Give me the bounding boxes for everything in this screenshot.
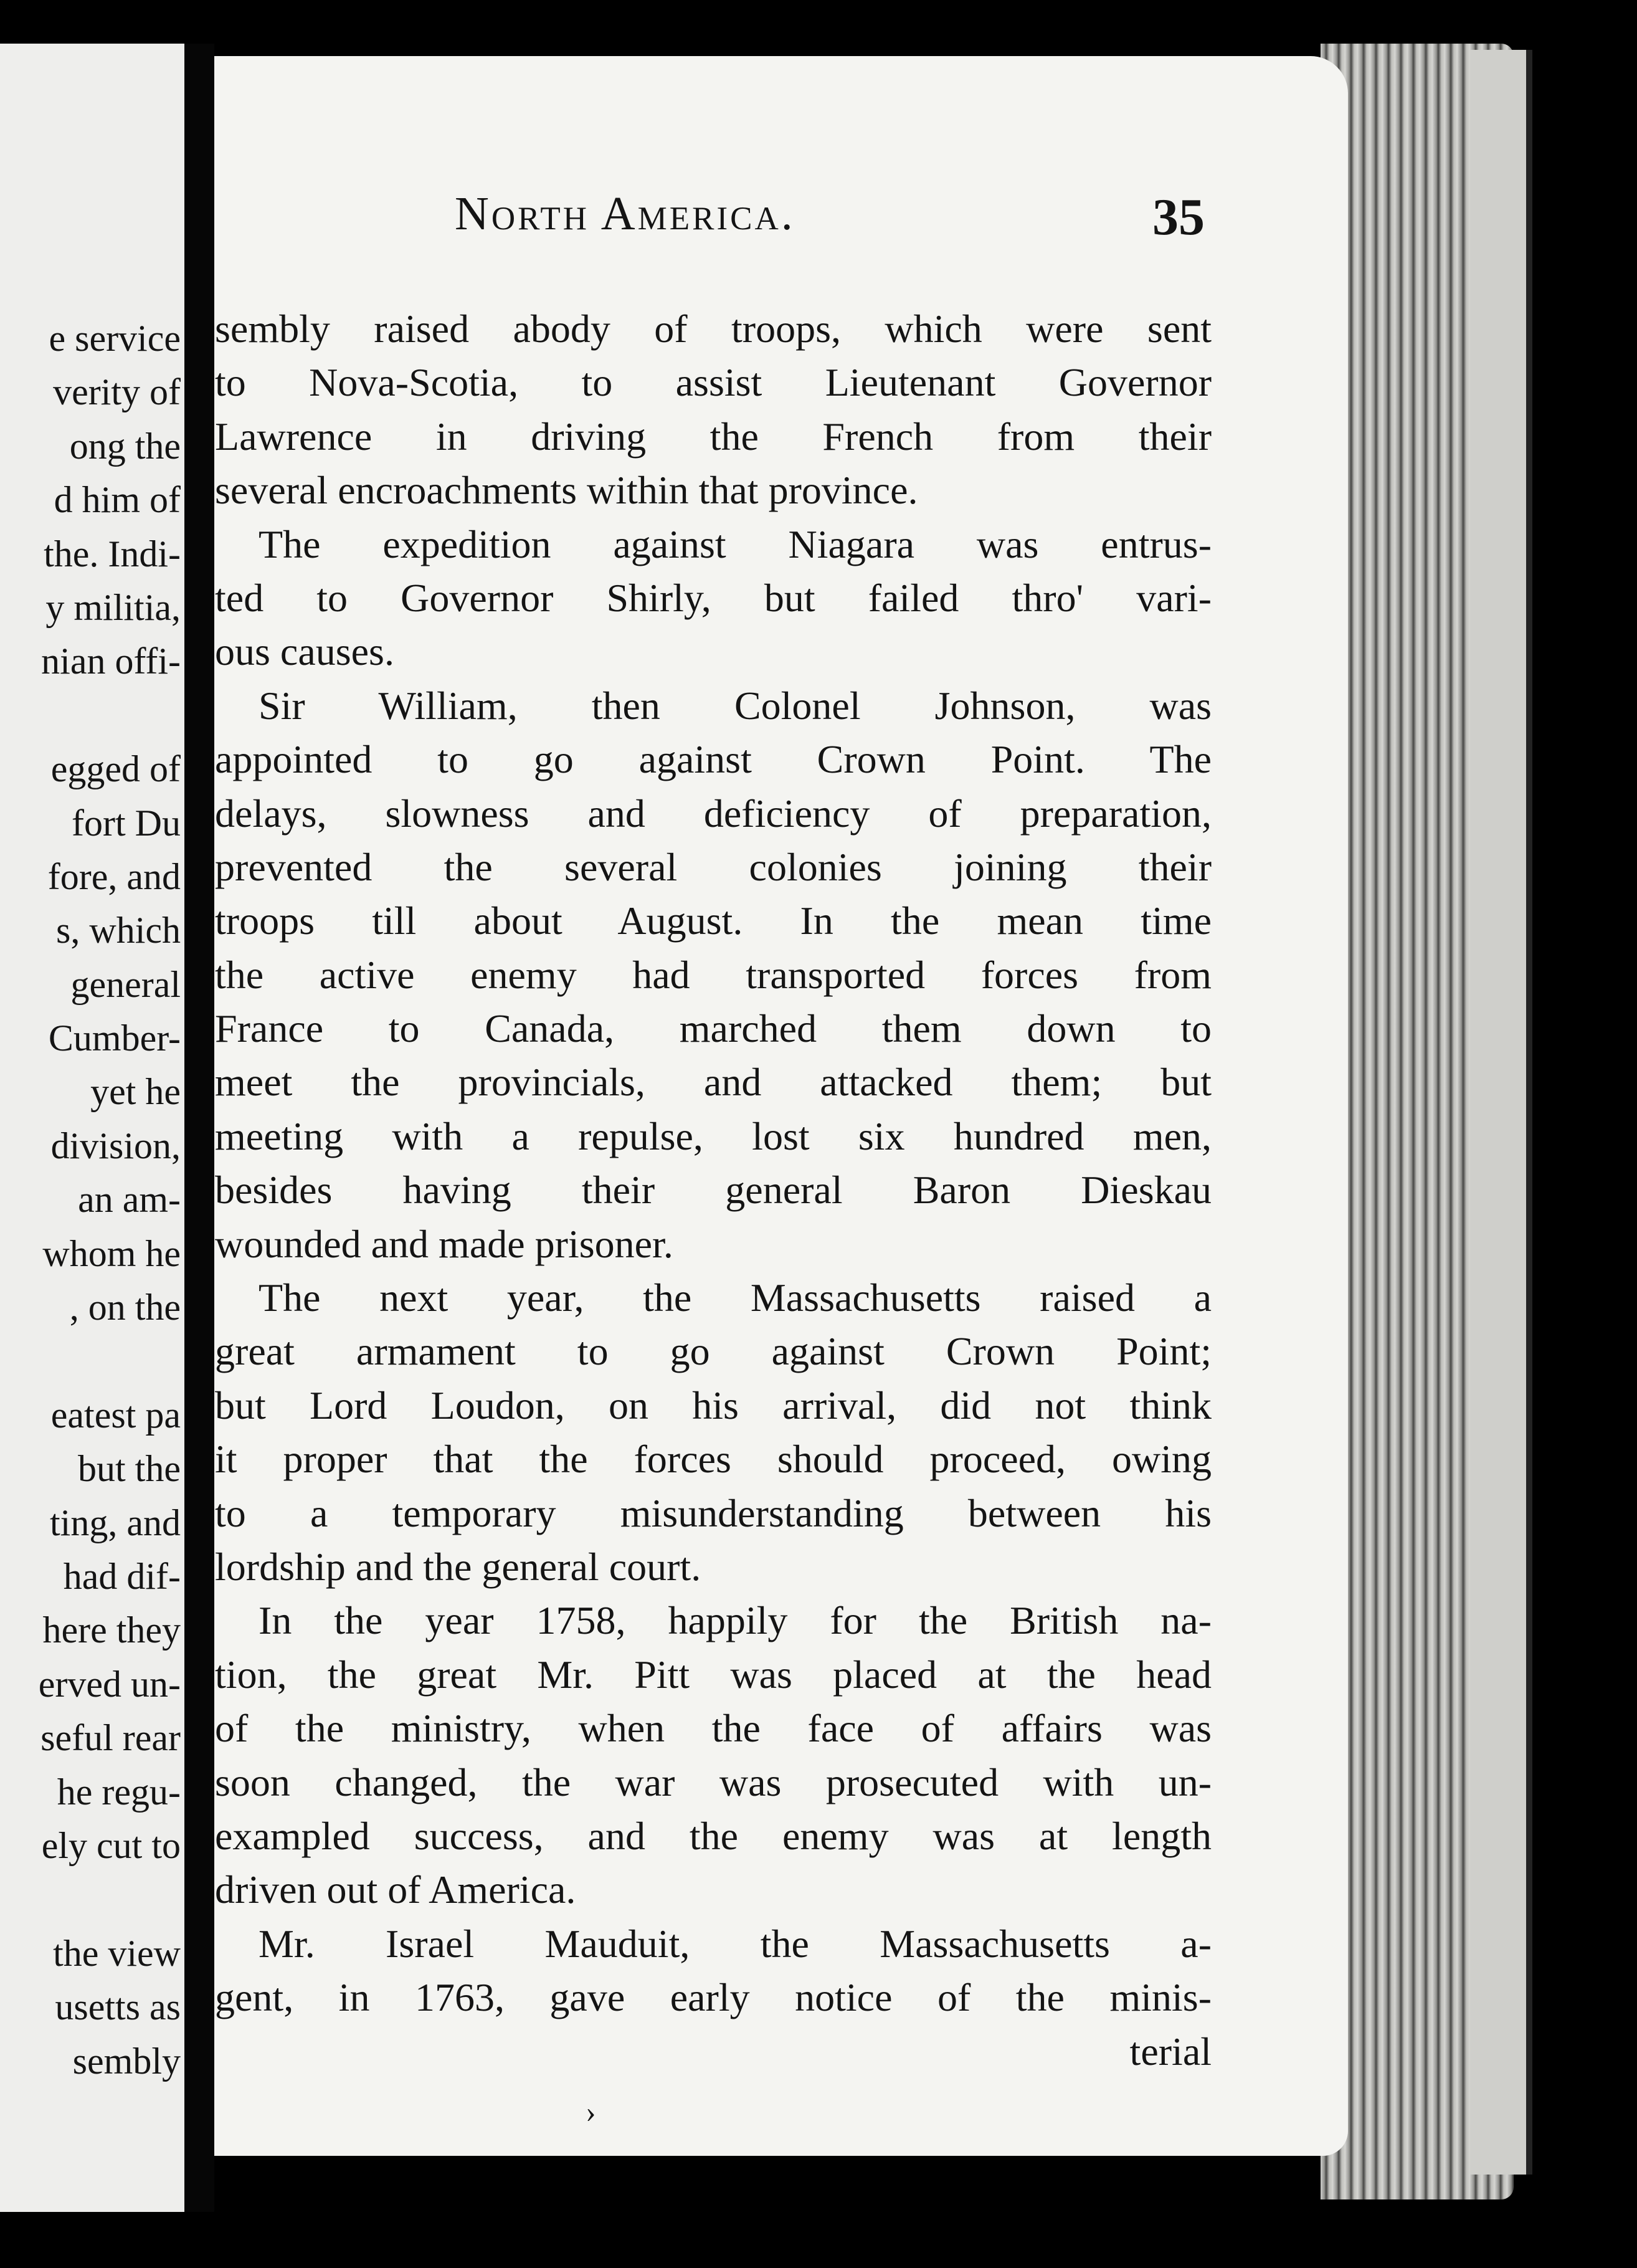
left-page-line: general bbox=[70, 963, 181, 1005]
text-line: the active enemy had transported forces from bbox=[215, 952, 1212, 997]
left-page-line: ong the bbox=[69, 425, 181, 467]
left-page-line: fort Du bbox=[72, 802, 181, 844]
text-line: The next year, the Massachusetts raised a bbox=[259, 1275, 1212, 1320]
text-line: several encroachments within that province. bbox=[215, 468, 918, 513]
text-line: terial bbox=[1129, 2029, 1212, 2074]
body-text bbox=[215, 302, 1212, 2079]
left-page-line: erved un- bbox=[38, 1663, 181, 1705]
footer-mark: › bbox=[586, 2094, 596, 2129]
left-page-line: but the bbox=[78, 1448, 181, 1490]
text-line: The expedition against Niagara was entrus- bbox=[259, 522, 1212, 566]
left-page-line: sembly bbox=[72, 2040, 181, 2082]
left-page-line: ting, and bbox=[50, 1502, 181, 1543]
left-page-line: nian offi- bbox=[41, 641, 181, 682]
text-line: ted to Governor Shirly, but failed thro' vari- bbox=[215, 575, 1212, 620]
left-page-line: division, bbox=[50, 1125, 181, 1166]
text-line: of the ministry, when the face of affairs was bbox=[215, 1706, 1212, 1751]
left-page-line bbox=[0, 1334, 187, 1388]
left-page-line bbox=[0, 688, 187, 742]
text-line: wounded and made prisoner. bbox=[215, 1221, 673, 1266]
running-title: North America. bbox=[455, 188, 795, 240]
left-page-line: s, which bbox=[56, 910, 181, 951]
left-page-line: yet he bbox=[90, 1071, 181, 1113]
text-line: to Nova-Scotia, to assist Lieutenant Governor bbox=[215, 360, 1212, 405]
left-page-line: verity of bbox=[53, 371, 181, 413]
text-line: Sir William, then Colonel Johnson, was bbox=[259, 683, 1212, 728]
text-line: to a temporary misunderstanding between his bbox=[215, 1490, 1212, 1535]
text-line: exampled success, and the enemy was at length bbox=[215, 1813, 1212, 1858]
text-line: Mr. Israel Mauduit, the Massachusetts a- bbox=[259, 1921, 1212, 1966]
text-line: it proper that the forces should proceed, owing bbox=[215, 1437, 1212, 1482]
left-page-line: an am- bbox=[78, 1179, 181, 1221]
left-page-line: here they bbox=[42, 1609, 181, 1651]
left-page-line: whom he bbox=[42, 1232, 181, 1274]
text-line: besides having their general Baron Dieskau bbox=[215, 1168, 1212, 1213]
text-line: Lawrence in driving the French from their bbox=[215, 414, 1212, 459]
left-page-line: y militia, bbox=[45, 586, 181, 628]
text-line: France to Canada, marched them down to bbox=[215, 1006, 1212, 1051]
text-line: lordship and the general court. bbox=[215, 1544, 701, 1589]
left-page-line: egged of bbox=[50, 748, 181, 790]
text-line: great armament to go against Crown Point; bbox=[215, 1329, 1212, 1374]
left-page bbox=[0, 44, 187, 2212]
left-page-line: e service bbox=[49, 318, 181, 359]
text-line: appointed to go against Crown Point. The bbox=[215, 737, 1212, 782]
left-page-line: he regu- bbox=[57, 1771, 181, 1813]
page-number: 35 bbox=[1152, 188, 1205, 246]
text-line: troops till about August. In the mean time bbox=[215, 898, 1212, 943]
left-page-text bbox=[0, 312, 187, 2088]
text-line: prevented the several colonies joining their bbox=[215, 844, 1212, 889]
left-page-line: the view bbox=[53, 1932, 181, 1974]
left-page-line: ely cut to bbox=[41, 1824, 181, 1866]
left-page-line: , on the bbox=[69, 1287, 181, 1328]
left-page-line: Cumber- bbox=[48, 1017, 181, 1059]
text-line: but Lord Loudon, on his arrival, did not think bbox=[215, 1383, 1212, 1427]
text-line: ous causes. bbox=[215, 629, 394, 674]
left-page-line: fore, and bbox=[47, 855, 181, 897]
text-line: gent, in 1763, gave early notice of the minis- bbox=[215, 1975, 1212, 2020]
left-page-line: eatest pa bbox=[50, 1394, 181, 1436]
text-line: In the year 1758, happily for the British na- bbox=[259, 1598, 1212, 1643]
text-line: tion, the great Mr. Pitt was placed at the head bbox=[215, 1652, 1212, 1697]
text-line: soon changed, the war was prosecuted with un- bbox=[215, 1760, 1212, 1804]
left-page-line: the. Indi- bbox=[44, 533, 181, 574]
text-line: meet the provincials, and attacked them; but bbox=[215, 1060, 1212, 1105]
left-page-line: usetts as bbox=[55, 1986, 181, 2028]
left-page-line: d him of bbox=[54, 479, 181, 521]
gutter-shadow bbox=[184, 44, 214, 2212]
left-page-line bbox=[0, 1872, 187, 1926]
text-line: delays, slowness and deficiency of preparation, bbox=[215, 791, 1212, 836]
left-page-line: seful rear bbox=[40, 1717, 181, 1759]
text-line: sembly raised abody of troops, which were sent bbox=[215, 307, 1212, 351]
book-cover-edge bbox=[1470, 50, 1532, 2175]
text-line: meeting with a repulse, lost six hundred men, bbox=[215, 1113, 1212, 1158]
text-line: driven out of America. bbox=[215, 1867, 576, 1912]
left-page-line: had dif- bbox=[63, 1555, 181, 1597]
